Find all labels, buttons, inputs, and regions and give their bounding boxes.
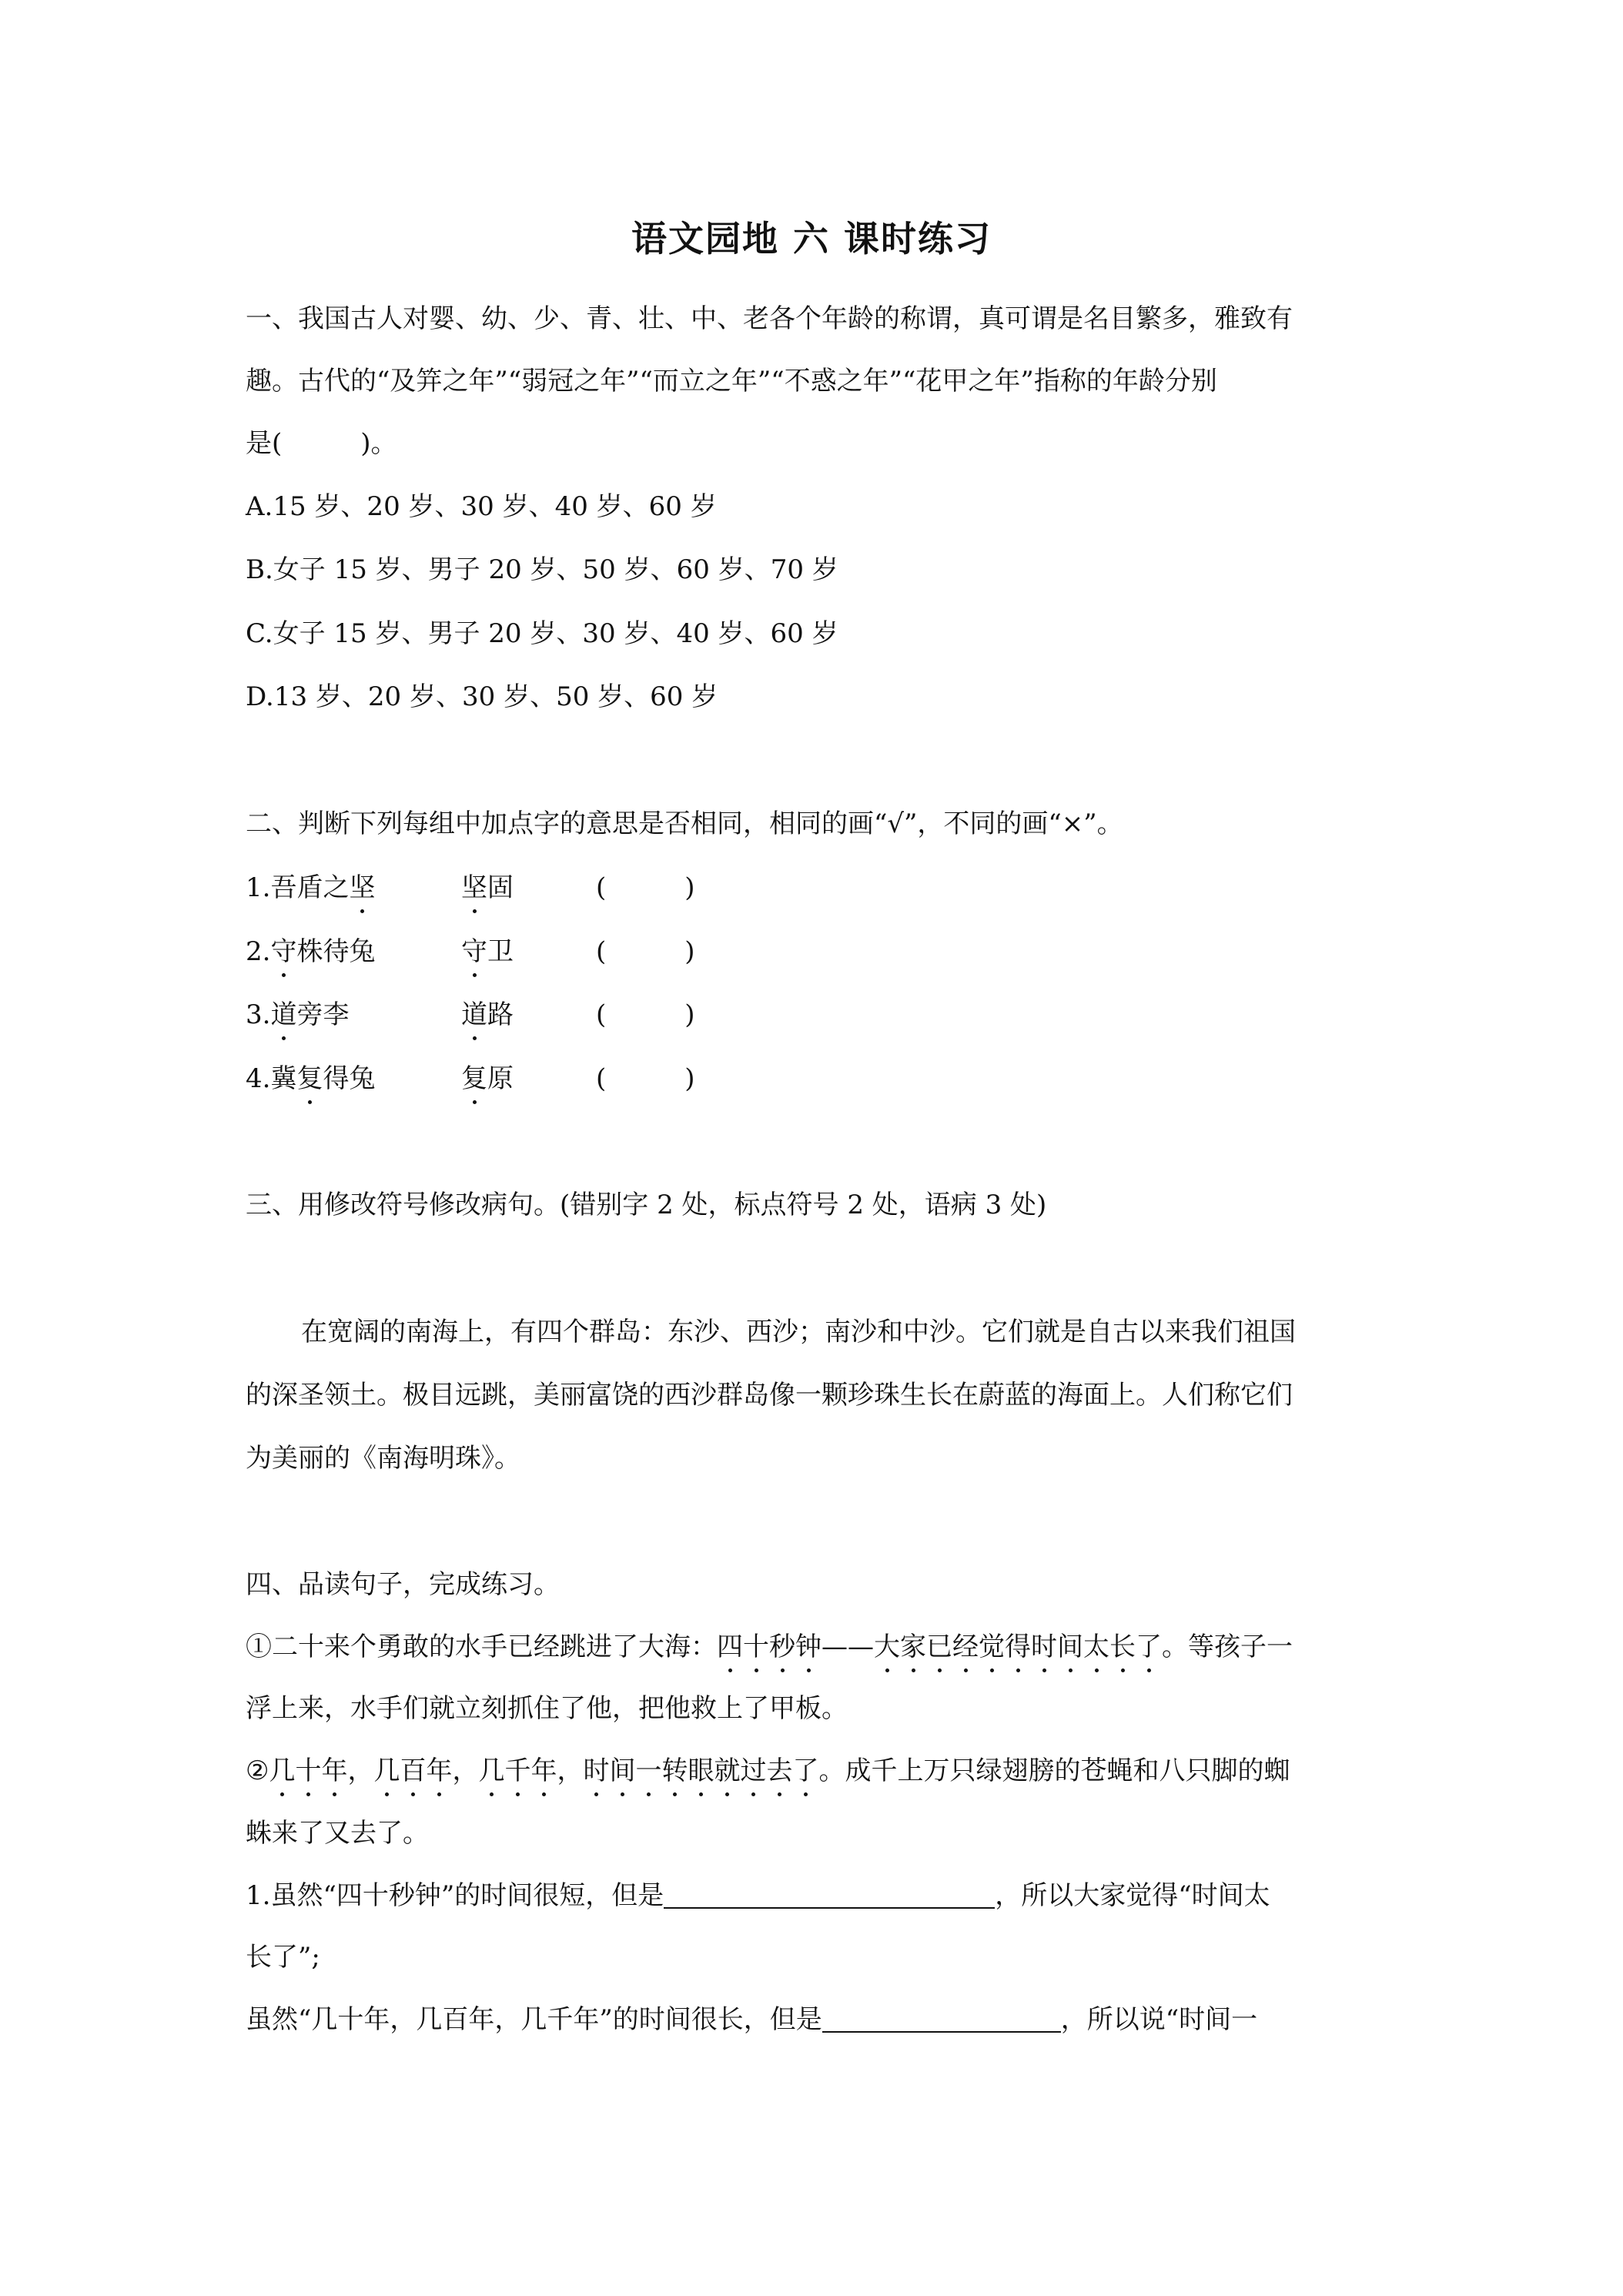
dotted-char: ， [452, 1755, 479, 1786]
dotted-phrase [269, 1755, 818, 1786]
q4-fill-1-line-2: 长了”; [246, 1942, 320, 1973]
dotted-char: 钟 [795, 1628, 822, 1665]
sentence-text: 。等孩子一 [1162, 1632, 1293, 1662]
answer-blank[interactable]: ( ) [596, 936, 695, 967]
word-text: 卫 [487, 936, 514, 967]
dotted-char: 时 [583, 1752, 609, 1789]
answer-blank[interactable]: ( ) [596, 999, 695, 1030]
q1-stem-line-2: 趣。古代的“及笄之年”“弱冠之年”“而立之年”“不惑之年”“花甲之年”指称的年龄分别 [246, 366, 1217, 397]
q4-sentence-2-line-1 [246, 1752, 1385, 1789]
dotted-char: 守 [461, 933, 487, 970]
prompt-text: 1.虽然“四十秒钟”的时间很短，但是 [246, 1880, 664, 1911]
dotted-char: ， [347, 1755, 374, 1786]
dotted-char: 一 [635, 1752, 661, 1789]
fill-blank[interactable] [664, 1881, 995, 1909]
phrase-text: 得兔 [323, 1063, 376, 1094]
dotted-char: 时 [1031, 1628, 1057, 1665]
q4-heading: 四、品读句子，完成练习。 [246, 1569, 560, 1600]
dotted-char: 道 [270, 996, 296, 1033]
dotted-char: 觉 [979, 1628, 1005, 1665]
fill-blank[interactable] [822, 2005, 1061, 2033]
q3-passage-line-3: 为美丽的《南海明珠》。 [246, 1443, 520, 1474]
phrase-text: 旁李 [296, 999, 350, 1030]
page-title: 语文园地 六 课时练习 [631, 218, 992, 259]
q3-passage-line-1: 在宽阔的南海上，有四个群岛：东沙、西沙；南沙和中沙。它们就是自古以来我们祖国 [301, 1317, 1296, 1347]
q4-sentence-1-line-2: 浮上来，水手们就立刻抓住了他，把他救上了甲板。 [246, 1693, 848, 1724]
sentence-text: ①二十来个勇敢的水手已经跳进了大海： [246, 1632, 717, 1662]
dotted-char: 家 [900, 1628, 926, 1665]
phrase-text: 株待兔 [296, 936, 376, 967]
dotted-char: 复 [461, 1060, 487, 1097]
prompt-text: ，所以说“时间一 [1060, 2004, 1258, 2035]
dotted-char: — [822, 1632, 848, 1662]
q2-heading: 二、判断下列每组中加点字的意思是否相同，相同的画“√”，不同的画“×”。 [246, 808, 1123, 839]
dotted-char: 几 [269, 1752, 295, 1789]
row-number: 4. [246, 1063, 271, 1094]
word-text: 固 [487, 872, 514, 903]
dotted-char: 间 [1057, 1628, 1083, 1665]
word-text: 原 [487, 1063, 514, 1094]
phrase-text: 冀 [270, 1063, 297, 1094]
dotted-char: 了 [792, 1752, 818, 1789]
dotted-char: 千 [504, 1752, 530, 1789]
word-text: 路 [487, 999, 514, 1030]
dotted-char: 坚 [349, 869, 375, 906]
dotted-char: 得 [1005, 1628, 1031, 1665]
q2-row-2 [246, 933, 1385, 970]
q2-row-1 [246, 869, 1385, 906]
q2-row-4 [246, 1060, 1385, 1097]
answer-blank[interactable]: ( ) [596, 872, 695, 903]
q3-heading: 三、用修改符号修改病句。(错别字 2 处，标点符号 2 处，语病 3 处) [246, 1190, 1047, 1220]
dotted-char: 已 [926, 1628, 952, 1665]
prompt-text: 虽然“几十年，几百年，几千年”的时间很长，但是 [246, 2004, 822, 2035]
row-number: 1. [246, 872, 271, 903]
dotted-char: 百 [400, 1752, 426, 1789]
compare-word [461, 996, 514, 1033]
dotted-phrase [717, 1632, 1162, 1662]
sentence-text: 。成千上万只绿翅膀的苍蝇和八只脚的蜘 [818, 1755, 1290, 1786]
dotted-char: 大 [874, 1628, 900, 1665]
dotted-char: 经 [952, 1628, 979, 1665]
q4-sentence-2-line-2: 蛛来了又去了。 [246, 1818, 429, 1849]
dotted-char: 间 [609, 1752, 635, 1789]
prompt-text: ，所以大家觉得“时间太 [995, 1880, 1270, 1911]
dotted-char: 去 [766, 1752, 792, 1789]
dotted-char: 道 [461, 996, 487, 1033]
compare-word [461, 1060, 514, 1097]
dotted-char: 长 [1109, 1628, 1136, 1665]
q1-stem-line-3: 是( )。 [246, 428, 397, 459]
q4-fill-1-line-1 [246, 1877, 1385, 1914]
dotted-char: 就 [714, 1752, 740, 1789]
dotted-char: 转 [661, 1752, 688, 1789]
q1-option-a: A.15 岁、20 岁、30 岁、40 岁、60 岁 [246, 491, 717, 522]
dotted-char: 四 [717, 1628, 743, 1665]
dotted-char: 眼 [688, 1752, 714, 1789]
dotted-char: 年 [426, 1752, 452, 1789]
row-number: 3. [246, 999, 271, 1030]
dotted-char: 年 [321, 1752, 347, 1789]
row-number: 2. [246, 936, 271, 967]
compare-word [461, 933, 514, 970]
dotted-char: 十 [295, 1752, 321, 1789]
dotted-char: 过 [740, 1752, 766, 1789]
q2-row-3 [246, 996, 1385, 1033]
dotted-char: — [848, 1632, 874, 1662]
q1-option-c: C.女子 15 岁、男子 20 岁、30 岁、40 岁、60 岁 [246, 618, 838, 649]
answer-blank[interactable]: ( ) [596, 1063, 695, 1094]
q4-fill-2-line-1 [246, 2001, 1385, 2038]
dotted-char: 几 [478, 1752, 504, 1789]
q4-sentence-1-line-1 [246, 1628, 1385, 1665]
q1-option-b: B.女子 15 岁、男子 20 岁、50 岁、60 岁、70 岁 [246, 554, 838, 585]
dotted-char: 守 [270, 933, 296, 970]
dotted-char: ， [557, 1755, 584, 1786]
dotted-char: 几 [373, 1752, 400, 1789]
q1-option-d: D.13 岁、20 岁、30 岁、50 岁、60 岁 [246, 681, 718, 712]
dotted-char: 复 [296, 1060, 323, 1097]
dotted-char: 十 [743, 1628, 769, 1665]
q1-stem-line-1: 一、我国古人对婴、幼、少、青、壮、中、老各个年龄的称谓，真可谓是名目繁多，雅致有 [246, 303, 1293, 334]
compare-word [461, 869, 514, 906]
dotted-char: 了 [1136, 1628, 1162, 1665]
sentence-text: ② [246, 1755, 269, 1786]
dotted-char: 太 [1083, 1628, 1109, 1665]
phrase-text: 吾盾之 [270, 872, 350, 903]
dotted-char: 秒 [769, 1628, 795, 1665]
dotted-char: 年 [530, 1752, 557, 1789]
q3-passage-line-2: 的深圣领土。极目远跳，美丽富饶的西沙群岛像一颗珍珠生长在蔚蓝的海面上。人们称它们 [246, 1380, 1293, 1411]
dotted-char: 坚 [461, 869, 487, 906]
